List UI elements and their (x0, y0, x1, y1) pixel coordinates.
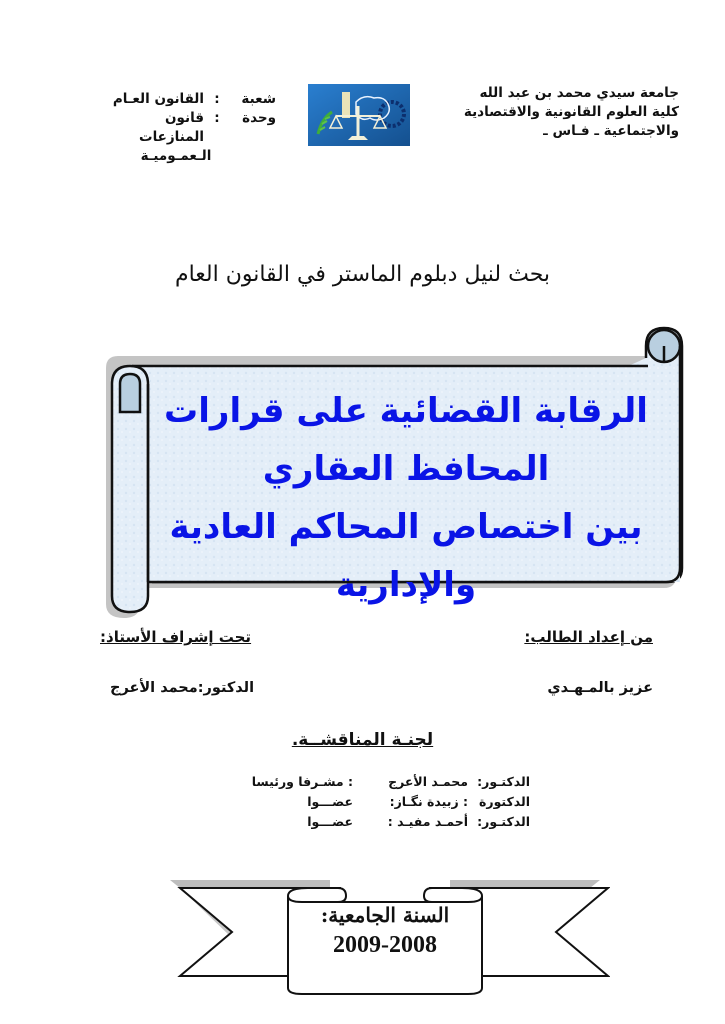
supervisor-heading: تحت إشراف الأستاذ: (100, 628, 252, 646)
thesis-title-line2: بين اختصاص المحاكم العادية والإدارية (169, 507, 643, 605)
committee-title: لجنـة المناقشــة. (291, 730, 434, 750)
degree-subtitle: بحث لنيل دبلوم الماستر في القانون العام (174, 262, 551, 287)
unit-label: وحدة (242, 110, 276, 126)
academic-year-value: 2009-2008 (333, 932, 437, 958)
branch-label: شعبة (241, 91, 276, 107)
committee-member: الدكتـور: محمـد الأعرج : مشـرفا ورئيسا (251, 774, 530, 789)
department-info: شعبة : القانون العـام وحدة : قانون المنازعات الـعمـوميـة (96, 90, 276, 166)
faculty-logo (308, 84, 410, 146)
thesis-title (132, 382, 680, 614)
faculty-name: كلية العلوم القانونية والاقتصادية (463, 104, 679, 120)
unit-value: قانون المنازعات (139, 110, 204, 145)
university-name: جامعة سيدي محمد بن عبد الله (479, 85, 679, 101)
scales-of-justice-icon (308, 84, 410, 146)
student-heading: من إعداد الطالب: (524, 628, 653, 646)
student-name: عزيز بالمـهـدي (547, 680, 653, 696)
branch-value: القانون العـام (112, 91, 204, 107)
university-header (419, 84, 679, 141)
thesis-title-line1: الرقابة القضائية على قرارات المحافظ العقاري (164, 391, 648, 489)
academic-year-label: السنة الجامعية: (320, 903, 450, 927)
committee-members (190, 772, 530, 832)
committee-member: الدكتورة : زبيدة نگـاز: عضـــوا (307, 794, 530, 809)
unit-value-cont: الـعمـوميـة (140, 148, 212, 164)
supervisor-name: الدكتور:محمد الأعرج (110, 680, 255, 696)
faculty-name-cont: والاجتماعية ـ فـاس ـ (543, 123, 679, 139)
committee-member: الدكتـور: أحمـد مفيـد : عضـــوا (307, 814, 530, 829)
